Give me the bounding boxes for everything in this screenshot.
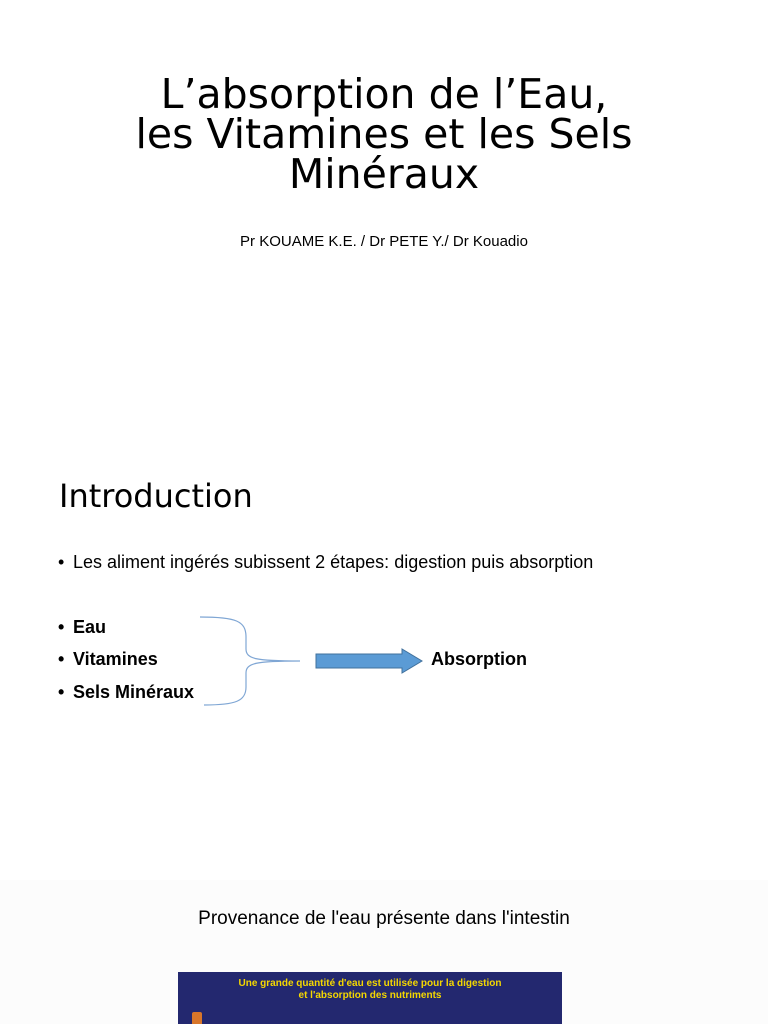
bullet-text: Vitamines	[73, 649, 158, 669]
digestion-figure	[178, 972, 562, 1024]
bullet-vitamines	[58, 648, 158, 670]
provenance-slide	[0, 880, 768, 1024]
bullet-glyph: •	[58, 649, 65, 669]
main-title-line: Minéraux	[288, 150, 480, 198]
bullet-eau	[58, 616, 106, 638]
bullet-text: Eau	[73, 617, 107, 637]
authors-subtitle: Pr KOUAME K.E. / Dr PETE Y./ Dr Kouadio	[240, 233, 528, 250]
bullet-glyph: •	[58, 617, 65, 637]
figure-caption-line: et l'absorption des nutriments	[298, 990, 442, 1001]
bullet-text: Sels Minéraux	[73, 682, 195, 702]
figure-caption	[178, 978, 562, 1002]
right-brace-shape	[196, 615, 306, 707]
bullet-text: Les aliment ingérés subissent 2 étapes: digestion puis absorption	[73, 552, 594, 572]
main-title-line: les Vitamines et les Sels	[135, 110, 633, 158]
bullet-glyph: •	[58, 552, 65, 572]
brace-path	[200, 617, 300, 705]
absorption-label: Absorption	[431, 649, 527, 669]
bullet-digestion-steps	[58, 551, 593, 573]
main-title	[0, 70, 768, 198]
main-title-line: L’absorption de l’Eau,	[160, 70, 608, 118]
figure-caption-line: Une grande quantité d'eau est utilisée pour la digestion	[238, 978, 502, 989]
figure-illustration-fragment	[192, 1012, 202, 1024]
provenance-title: Provenance de l'eau présente dans l'intestin	[198, 908, 570, 929]
title-slide	[0, 0, 768, 440]
right-arrow-shape	[314, 648, 426, 674]
bullet-glyph: •	[58, 682, 65, 702]
introduction-slide	[0, 440, 768, 880]
bullet-sels-mineraux	[58, 681, 194, 703]
introduction-heading: Introduction	[59, 477, 253, 515]
arrow-polygon	[316, 649, 422, 673]
